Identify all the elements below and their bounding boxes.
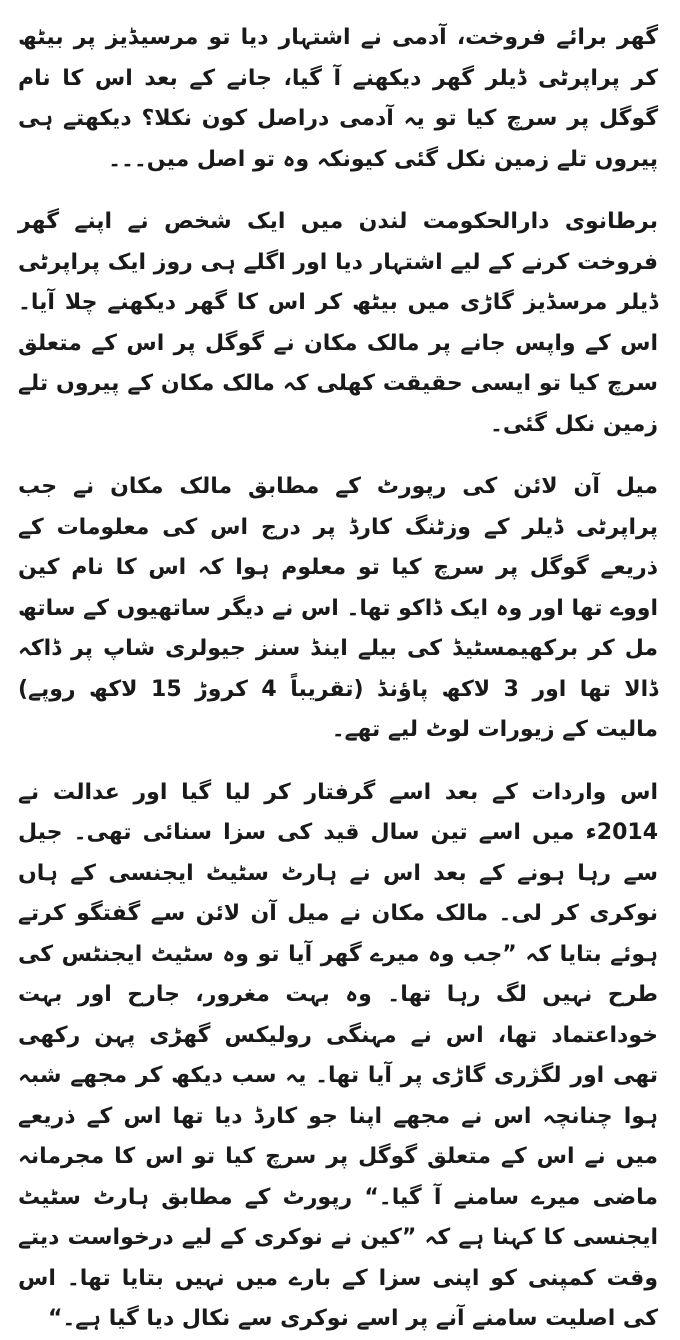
article-paragraph-2: میل آن لائن کی رپورٹ کے مطابق مالک مکان نے جب پراپرٹی ڈیلر کے وزٹنگ کارڈ پر درج اس کی معلومات کے ذریعے گوگل پر سرچ کیا تو معلوم ہوا کہ اس کا نام کین اووے تھا اور وہ ایک ڈاکو تھا۔ اس نے دیگر ساتھیوں کے ساتھ مل کر برکھیمسٹیڈ کی بیلے اینڈ سنز جیولری شاپ پر ڈاکہ ڈالا تھا اور 3 لاکھ پاؤنڈ (تقریباً 4 کروڑ 15 لاکھ روپے) مالیت کے زیورات لوٹ لیے تھے۔ xyxy=(18,474,659,742)
article-paragraph-3: اس واردات کے بعد اسے گرفتار کر لیا گیا اور عدالت نے 2014ء میں اسے تین سال قید کی سزا سنائی تھی۔ جیل سے رہا ہونے کے بعد اس نے ہارٹ سٹیٹ ایجنسی کے ہاں نوکری کر لی۔ مالک مکان نے میل آن لائن سے گفتگو کرتے ہوئے بتایا کہ ”جب وہ میرے گھر آیا تو وہ سٹیٹ ایجنٹس کی طرح نہیں لگ رہا تھا۔ وہ بہت مغرور، جارح اور بہت خوداعتماد تھا، اس نے مہنگی رولیکس گھڑی پہن رکھی تھی اور لگژری گاڑی پر آیا تھا۔ یہ سب دیکھ کر مجھے شبہ ہوا چنانچہ اس نے مجھے اپنا جو کارڈ دیا تھا اس کے ذریعے میں نے اس کے متعلق گوگل پر سرچ کیا تو اس کا مجرمانہ ماضی میرے سامنے آ گیا۔“ رپورٹ کے مطابق ہارٹ سٹیٹ ایجنسی کا کہنا ہے کہ ”کین نے نوکری کے لیے درخواست دیتے وقت کمپنی کو اپنی سزا کے بارے میں نہیں بتایا تھا۔ اس کی اصلیت سامنے آنے پر اسے نوکری سے نکال دیا گیا ہے۔“ xyxy=(18,779,658,1331)
article-intro: گھر برائے فروخت، آدمی نے اشتہار دیا تو مرسیڈیز پر بیٹھ کر پراپرٹی ڈیلر گھر دیکھنے آ گیا، جانے کے بعد اس کا نام گوگل پر سرچ کیا تو یہ آدمی دراصل کون نکلا؟ دیکھتے ہی پیروں تلے زمین نکل گئی کیونکہ وہ تو اصل میں۔۔۔ xyxy=(18,25,658,172)
article-paragraph-1: برطانوی دارالحکومت لندن میں ایک شخص نے اپنے گھر فروخت کرنے کے لیے اشتہار دیا اور اگلے ہی روز ایک پراپرٹی ڈیلر مرسڈیز گاڑی میں بیٹھ کر اس کا گھر دیکھنے چلا آیا۔ اس کے واپس جانے پر مالک مکان نے گوگل پر اس کے متعلق سرچ کیا تو ایسی حقیقت کھلی کہ مالک مکان کے پیروں تلے زمین نکل گئی۔ xyxy=(18,209,658,437)
